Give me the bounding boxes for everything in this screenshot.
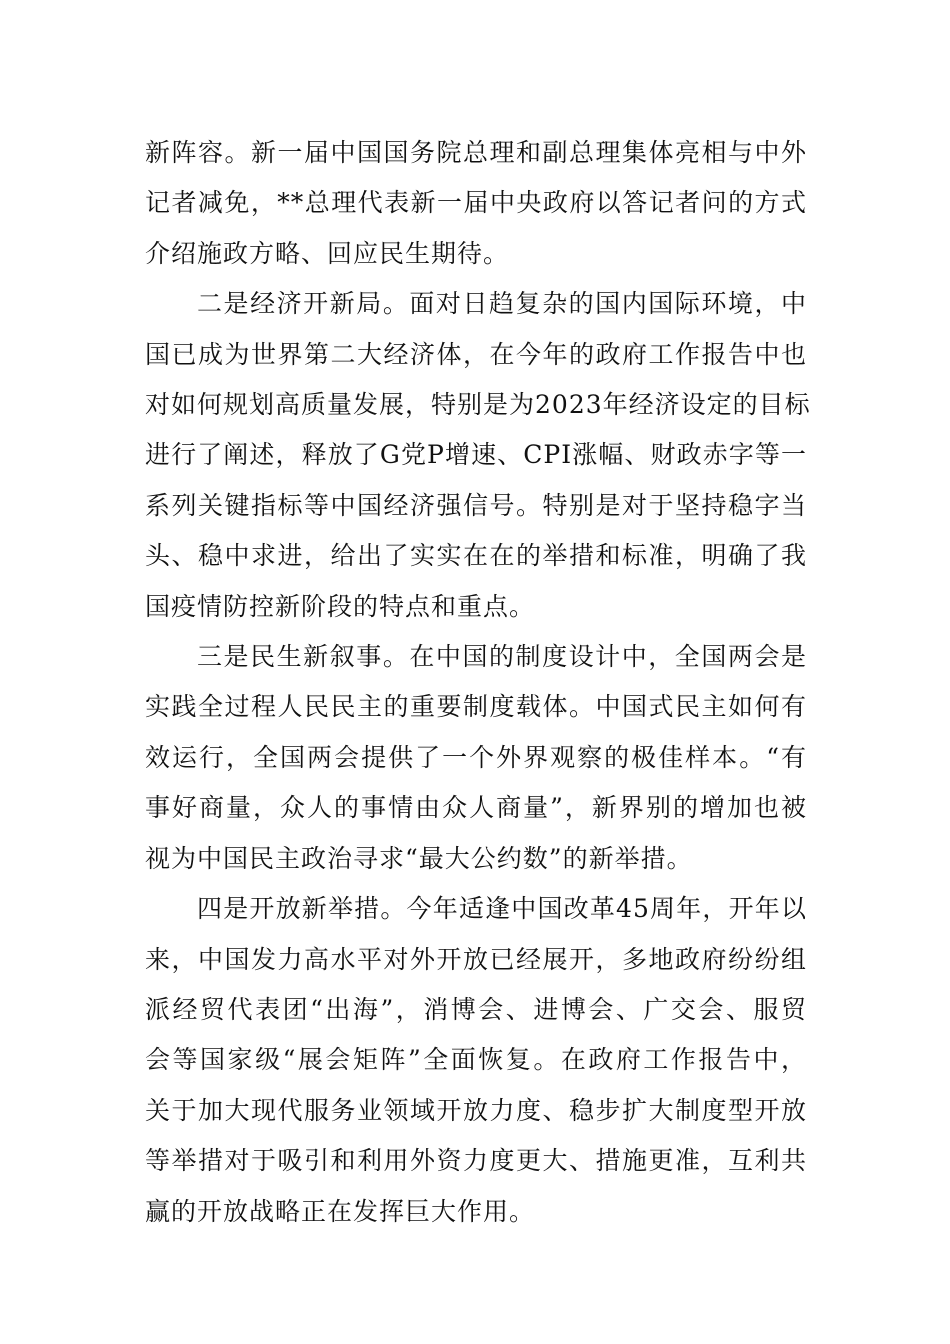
text-line: 会等国家级“展会矩阵”全面恢复。在政府工作报告中， [145,1045,807,1075]
text-line: 头、稳中求进，给出了实实在在的举措和标准，明确了我 [145,541,807,571]
paragraph-livelihood [145,632,807,884]
paragraph-intro [145,128,807,279]
text-line: 事好商量，众人的事情由众人商量”，新界别的增加也被 [145,793,807,823]
text-line: 视为中国民主政治寻求“最大公约数”的新举措。 [145,843,693,873]
text-line: 三是民生新叙事。在中国的制度设计中，全国两会是 [197,642,807,672]
text-line: 国疫情防控新阶段的特点和重点。 [145,591,536,621]
text-line: 来，中国发力高水平对外开放已经展开，多地政府纷纷组 [145,944,807,974]
document-body [145,128,811,1237]
text-line: 进行了阐述，释放了G党P增速、CPI涨幅、财政赤字等一 [145,440,807,470]
text-line: 记者减免，**总理代表新一届中央政府以答记者问的方式 [145,188,807,218]
paragraph-opening [145,884,807,1237]
paragraph-economy [145,279,811,632]
text-line: 赢的开放战略正在发挥巨大作用。 [145,1196,536,1226]
text-line: 介绍施政方略、回应民生期待。 [145,238,510,268]
text-line: 四是开放新举措。今年适逢中国改革45周年，开年以 [197,894,807,924]
text-line: 等举措对于吸引和利用外资力度更大、措施更准，互利共 [145,1146,807,1176]
text-line: 对如何规划高质量发展，特别是为2023年经济设定的目标 [145,390,811,420]
text-line: 新阵容。新一届中国国务院总理和副总理集体亮相与中外 [145,138,807,167]
text-line: 关于加大现代服务业领域开放力度、稳步扩大制度型开放 [145,1095,807,1125]
text-line: 实践全过程人民民主的重要制度载体。中国式民主如何有 [145,692,807,722]
text-line: 系列关键指标等中国经济强信号。特别是对于坚持稳字当 [145,490,807,520]
text-line: 国已成为世界第二大经济体，在今年的政府工作报告中也 [145,339,807,369]
text-line: 派经贸代表团“出海”，消博会、进博会、广交会、服贸 [145,994,807,1024]
text-line: 二是经济开新局。面对日趋复杂的国内国际环境，中 [197,289,807,319]
text-line: 效运行，全国两会提供了一个外界观察的极佳样本。“有 [145,742,807,772]
